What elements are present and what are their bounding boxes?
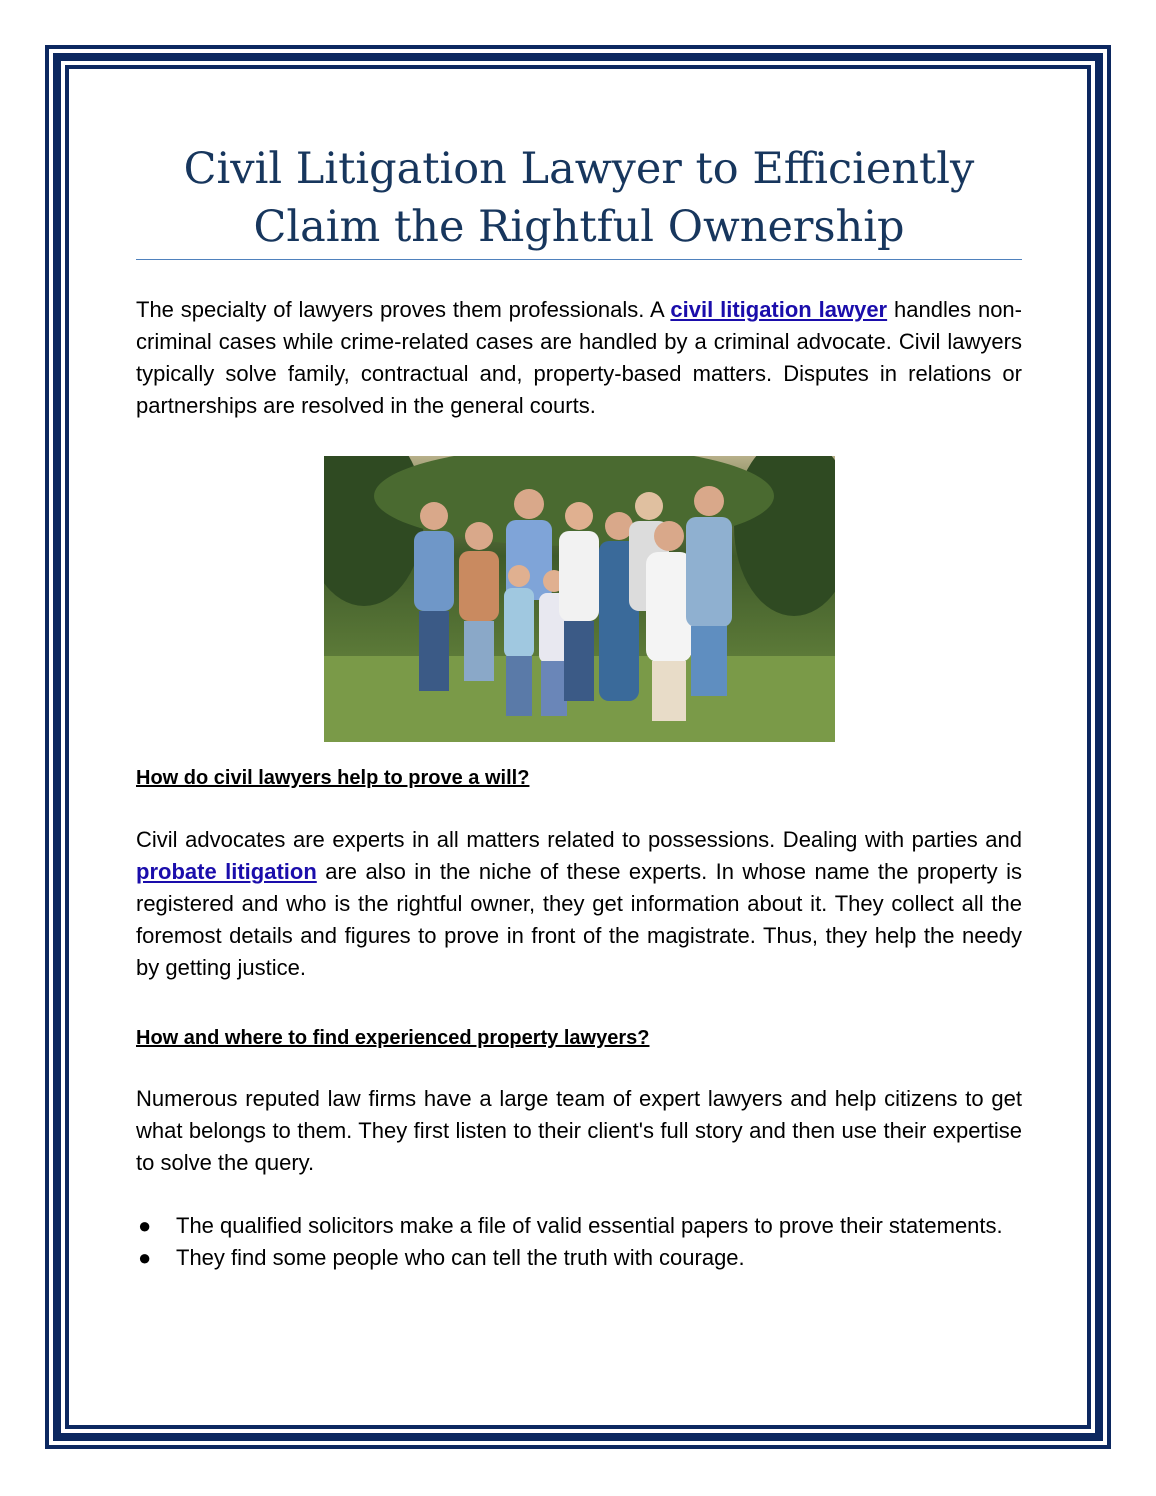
section2-paragraph: Numerous reputed law firms have a large team of expert lawyers and help citizens to get what belongs to them. They first listen to their client's full story and then use their expertise to solve the query. — [136, 1086, 1022, 1175]
family-illustration — [324, 456, 835, 742]
family-photo — [324, 456, 835, 742]
list-item — [138, 1210, 1022, 1242]
section1-heading: How do civil lawyers help to prove a will? — [136, 767, 530, 789]
section1-text-cont: are also in the niche of these experts. In whose name the property is registered and who is the rightful owner, they get information about it. They collect all the foremost details and figures to prove in front of the magistrate. Thus, they help the needy by getting justice. — [136, 859, 1022, 980]
list-item-text: They find some people who can tell the truth with courage. — [176, 1245, 745, 1270]
title-divider — [136, 259, 1022, 260]
intro-paragraph — [136, 294, 1022, 422]
list-item-text: The qualified solicitors make a file of valid essential papers to prove their statements. — [176, 1213, 1003, 1238]
civil-litigation-lawyer-link[interactable]: civil litigation lawyer — [670, 297, 888, 322]
bullet-list — [136, 1210, 1022, 1274]
list-item — [138, 1242, 1022, 1274]
probate-litigation-link[interactable]: probate litigation — [136, 859, 317, 884]
section1-text: Civil advocates are experts in all matters related to possessions. Dealing with parties and — [136, 827, 1022, 852]
intro-text: The specialty of lawyers proves them professionals. A — [136, 297, 671, 322]
intro-text-cont: handles non-criminal cases while crime-related cases are handled by a criminal advocate. Civil lawyers typically solve family, contractual and, property-based matters. Disputes in relations or partnerships are resolved in the general courts. — [136, 297, 1022, 418]
page-title: Civil Litigation Lawyer to Efficiently Claim the Rightful Ownership — [183, 144, 975, 252]
bullet-icon: ● — [138, 1213, 152, 1238]
bullet-icon: ● — [138, 1245, 152, 1270]
section1-paragraph — [136, 824, 1022, 984]
section2-heading: How and where to find experienced property lawyers? — [136, 1027, 650, 1049]
